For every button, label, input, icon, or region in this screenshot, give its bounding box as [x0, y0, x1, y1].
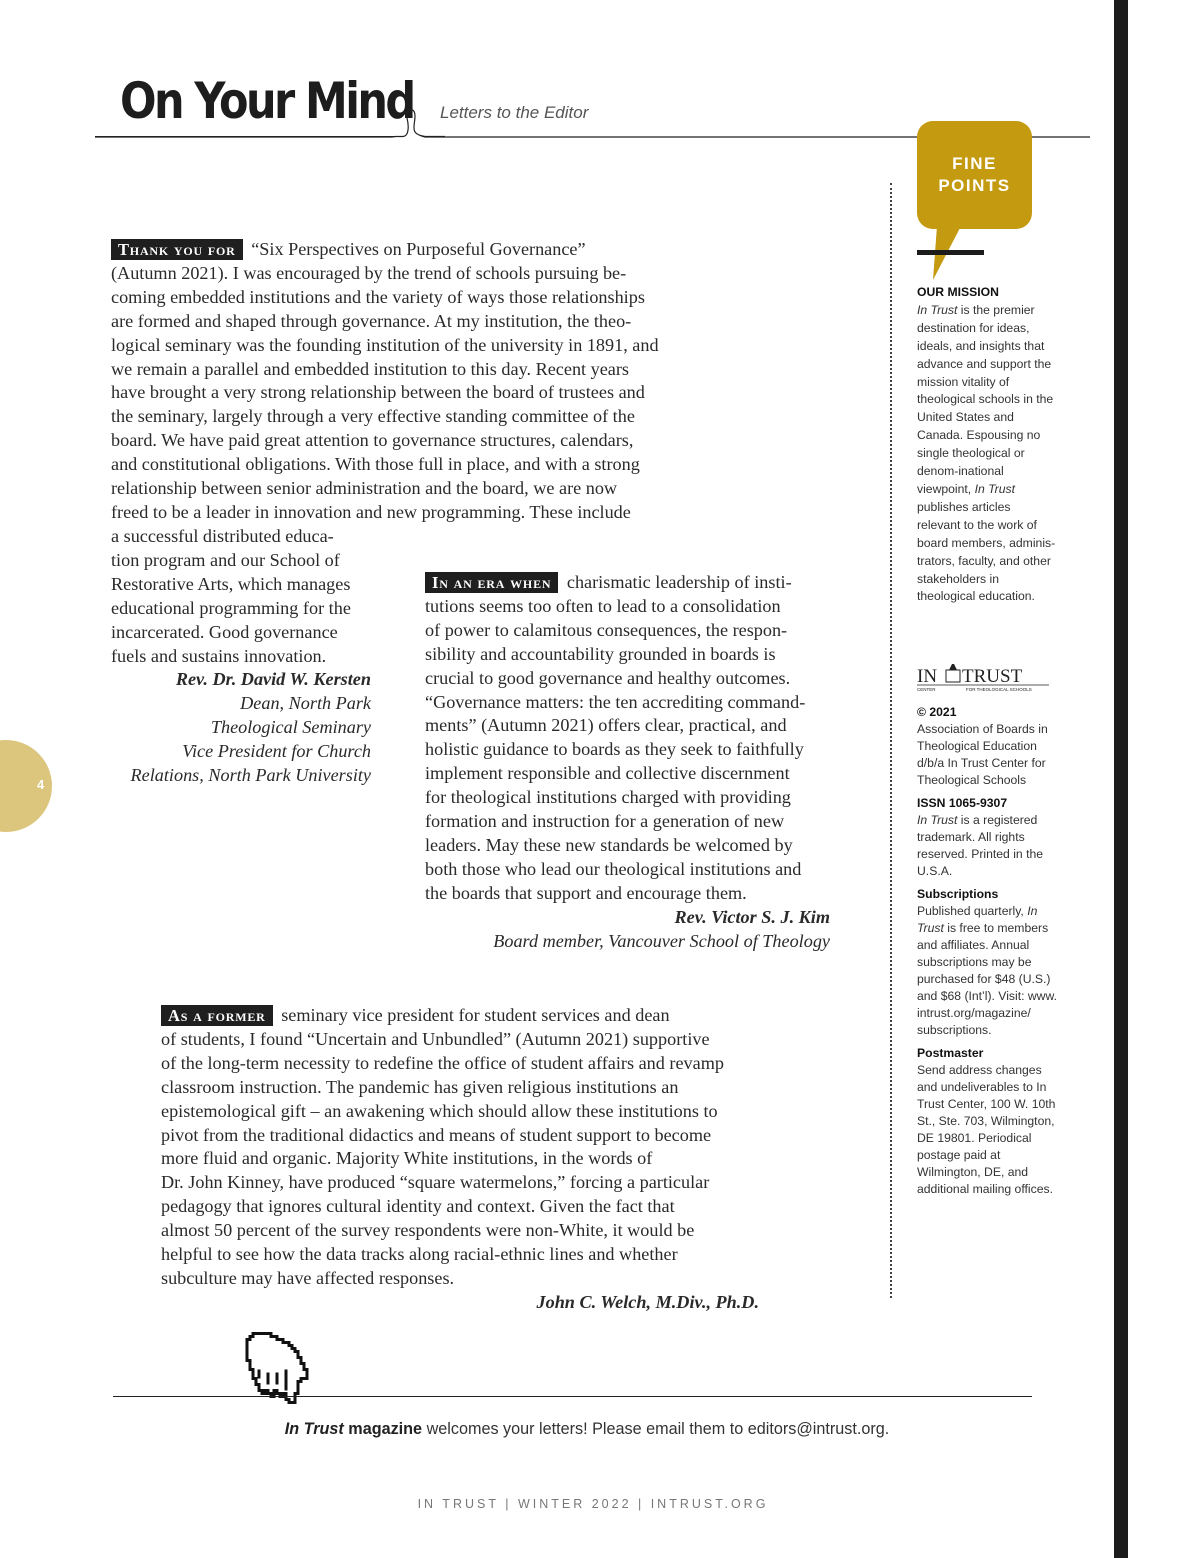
letter-3-line: more fluid and organic. Majority White institutions, in the words of: [161, 1148, 653, 1169]
copyright-text: Association of Boards in Theological Education d/b/a In Trust Center for Theological Schools: [917, 722, 1048, 787]
fine-points-line2: POINTS: [938, 176, 1011, 195]
letter-3-lead: As a former: [161, 1005, 273, 1026]
letter-2-line: leaders. May these new standards be welcomed by: [425, 834, 793, 855]
sidebar-publication-info: [917, 704, 1057, 1204]
page-number: 4: [37, 777, 45, 792]
letter-3-line: of students, I found “Uncertain and Unbundled” (Autumn 2021) supportive: [161, 1028, 710, 1049]
letter-2-line-0: In an era when charismatic leadership of insti-: [425, 571, 830, 595]
subscriptions-text: Published quarterly, In Trust is free to members and affiliates. Annual subscriptions may be purchased for $48 (U.S.) and $68 (Int’l). Visit: www. intrust.org/magazine/ subscriptions.: [917, 904, 1057, 1037]
subscriptions-heading: Subscriptions: [917, 887, 999, 901]
copyright-heading: © 2021: [917, 705, 957, 719]
letter-2-line: formation and instruction for a generation of new: [425, 811, 785, 832]
letter-1-signature-name: Rev. Dr. David W. Kersten: [175, 669, 371, 690]
speech-bubble-tail-icon: [917, 226, 987, 282]
letter-2-lead: In an era when: [425, 572, 558, 593]
letter-1-line: (Autumn 2021). I was encouraged by the trend of schools pursuing be-: [111, 262, 627, 283]
letter-1-line: educational programming for the: [111, 597, 351, 618]
letter-3-line-0: As a former seminary vice president for student services and dean: [161, 1004, 759, 1028]
svg-text:TRUST: TRUST: [962, 666, 1023, 687]
letter-1: [111, 238, 711, 525]
letter-1-line: freed to be a leader in innovation and new programming. These include: [111, 501, 631, 522]
footer-rule: [113, 1396, 1032, 1397]
letter-1-signature-line: Theological Seminary: [210, 717, 371, 738]
letter-3-line: almost 50 percent of the survey respondents were non-White, it would be: [161, 1220, 695, 1241]
page-folio: IN TRUST | WINTER 2022 | INTRUST.ORG: [417, 1497, 769, 1511]
letter-1-signature-line: Relations, North Park University: [130, 765, 371, 786]
letters-invitation: [0, 1420, 1174, 1439]
letter-2: [425, 571, 830, 954]
letter-2-signature-line: Board member, Vancouver School of Theology: [493, 930, 830, 951]
mission-heading: OUR MISSION: [917, 285, 999, 299]
letters-invitation-text: welcomes your letters! Please email them to editors@intrust.org.: [422, 1420, 890, 1438]
letter-3: [161, 1004, 759, 1315]
svg-text:IN: IN: [917, 666, 938, 687]
issn-text: In Trust is a registered trademark. All rights reserved. Printed in the U.S.A.: [917, 813, 1044, 878]
postmaster-heading: Postmaster: [917, 1046, 984, 1060]
letter-3-line: subculture may have affected responses.: [161, 1267, 455, 1288]
page-subtitle: Letters to the Editor: [440, 103, 589, 122]
svg-text:FOR THEOLOGICAL SCHOOLS: FOR THEOLOGICAL SCHOOLS: [966, 687, 1032, 692]
letter-1-line: a successful distributed educa-: [111, 526, 334, 546]
letter-1-line: coming embedded institutions and the variety of ways those relationships: [111, 286, 645, 307]
page-title: On Your Mind: [120, 72, 414, 130]
letter-2-line: “Governance matters: the ten accrediting command-: [425, 691, 806, 712]
letter-1-line: incarcerated. Good governance: [111, 621, 338, 642]
letter-3-line: classroom instruction. The pandemic has given religious institutions an: [161, 1076, 679, 1097]
letter-3-line: pedagogy that ignores cultural identity and context. Given the fact that: [161, 1196, 675, 1217]
letter-1-lead: Thank you for: [111, 239, 243, 260]
letter-3-line: helpful to see how the data tracks along racial-ethnic lines and whether: [161, 1244, 678, 1265]
letter-2-line: both those who lead our theological institutions and: [425, 858, 802, 879]
letter-2-line: ments” (Autumn 2021) offers clear, practical, and: [425, 715, 787, 736]
letter-1-signature-line: Vice President for Church: [182, 741, 371, 762]
letter-2-line: holistic guidance to boards as they seek to faithfully: [425, 739, 804, 760]
letter-1-line: relationship between senior administration and the board, we are now: [111, 478, 618, 499]
letter-2-line: the boards that support and encourage them.: [425, 882, 747, 903]
in-trust-logo: [917, 664, 1052, 692]
issn-heading: ISSN 1065-9307: [917, 796, 1008, 810]
svg-text:CENTER: CENTER: [917, 687, 936, 692]
letter-2-line: implement responsible and collective discernment: [425, 763, 790, 784]
letter-1-line-0: Thank you for “Six Perspectives on Purposeful Governance”: [111, 238, 711, 262]
letter-1-line: are formed and shaped through governance. At my institution, the theo-: [111, 310, 632, 331]
letter-2-line: of power to calamitous consequences, the respon-: [425, 619, 788, 640]
magazine-name: In Trust magazine: [284, 1420, 423, 1438]
letter-1-line: fuels and sustains innovation.: [111, 645, 327, 666]
letter-3-line: of the long-term necessity to redefine the office of student affairs and revamp: [161, 1052, 724, 1073]
letter-1-line: and constitutional obligations. With those full in place, and with a strong: [111, 454, 640, 475]
fine-points-badge: [917, 121, 1032, 229]
sidebar-mission: [917, 284, 1057, 606]
postmaster-text: Send address changes and undeliverables to In Trust Center, 100 W. 10th St., Ste. 703, Wilmington, DE 19801. Periodical postage paid at Wilmington, DE, and additional mailing offices.: [917, 1063, 1056, 1196]
letter-1-line: Restorative Arts, which manages: [111, 573, 351, 594]
fine-points-line1: FINE: [952, 154, 997, 173]
letter-3-signature-name: John C. Welch, M.Div., Ph.D.: [536, 1291, 759, 1312]
mission-text: In Trust is the premier destination for ideas, ideals, and insights that advance and support the mission vitality of theological schools in the United States and Canada. Espousing no single theological or denom-inational viewpoint, In Trust publishes articles relevant to the work of board members, adminis-trators, faculty, and other stakeholders in theological education.: [917, 302, 1056, 604]
letter-2-line: crucial to good governance and healthy outcomes.: [425, 667, 791, 688]
sidebar-divider: [890, 183, 892, 1298]
letter-1-line: we remain a parallel and embedded institution to this day. Recent years: [111, 358, 630, 379]
letter-1-signature-line: Dean, North Park: [240, 693, 371, 714]
letter-1-line: board. We have paid great attention to governance structures, calendars,: [111, 430, 634, 451]
letter-3-line: epistemological gift – an awakening which should allow these institutions to: [161, 1100, 718, 1121]
letter-1-line: have brought a very strong relationship between the board of trustees and: [111, 382, 645, 403]
letter-3-line: Dr. John Kinney, have produced “square watermelons,” forcing a particular: [161, 1172, 710, 1193]
letter-2-line: tutions seems too often to lead to a consolidation: [425, 595, 781, 616]
letter-2-signature-name: Rev. Victor S. J. Kim: [674, 906, 830, 927]
letter-1-continued: [111, 525, 371, 788]
letter-1-line: tion program and our School of: [111, 549, 340, 570]
pointing-hand-icon: [244, 1330, 310, 1406]
page-edge-bar: [1114, 0, 1128, 1558]
letter-1-line: the seminary, largely through a very effective standing committee of the: [111, 406, 635, 427]
letter-2-line: for theological institutions charged with providing: [425, 787, 791, 808]
swirl-ornament: [395, 100, 445, 140]
letter-2-line: sibility and accountability grounded in boards is: [425, 643, 776, 664]
letter-3-line: pivot from the traditional didactics and means of student support to become: [161, 1124, 712, 1145]
letter-1-line: logical seminary was the founding institution of the university in 1891, and: [111, 334, 659, 355]
